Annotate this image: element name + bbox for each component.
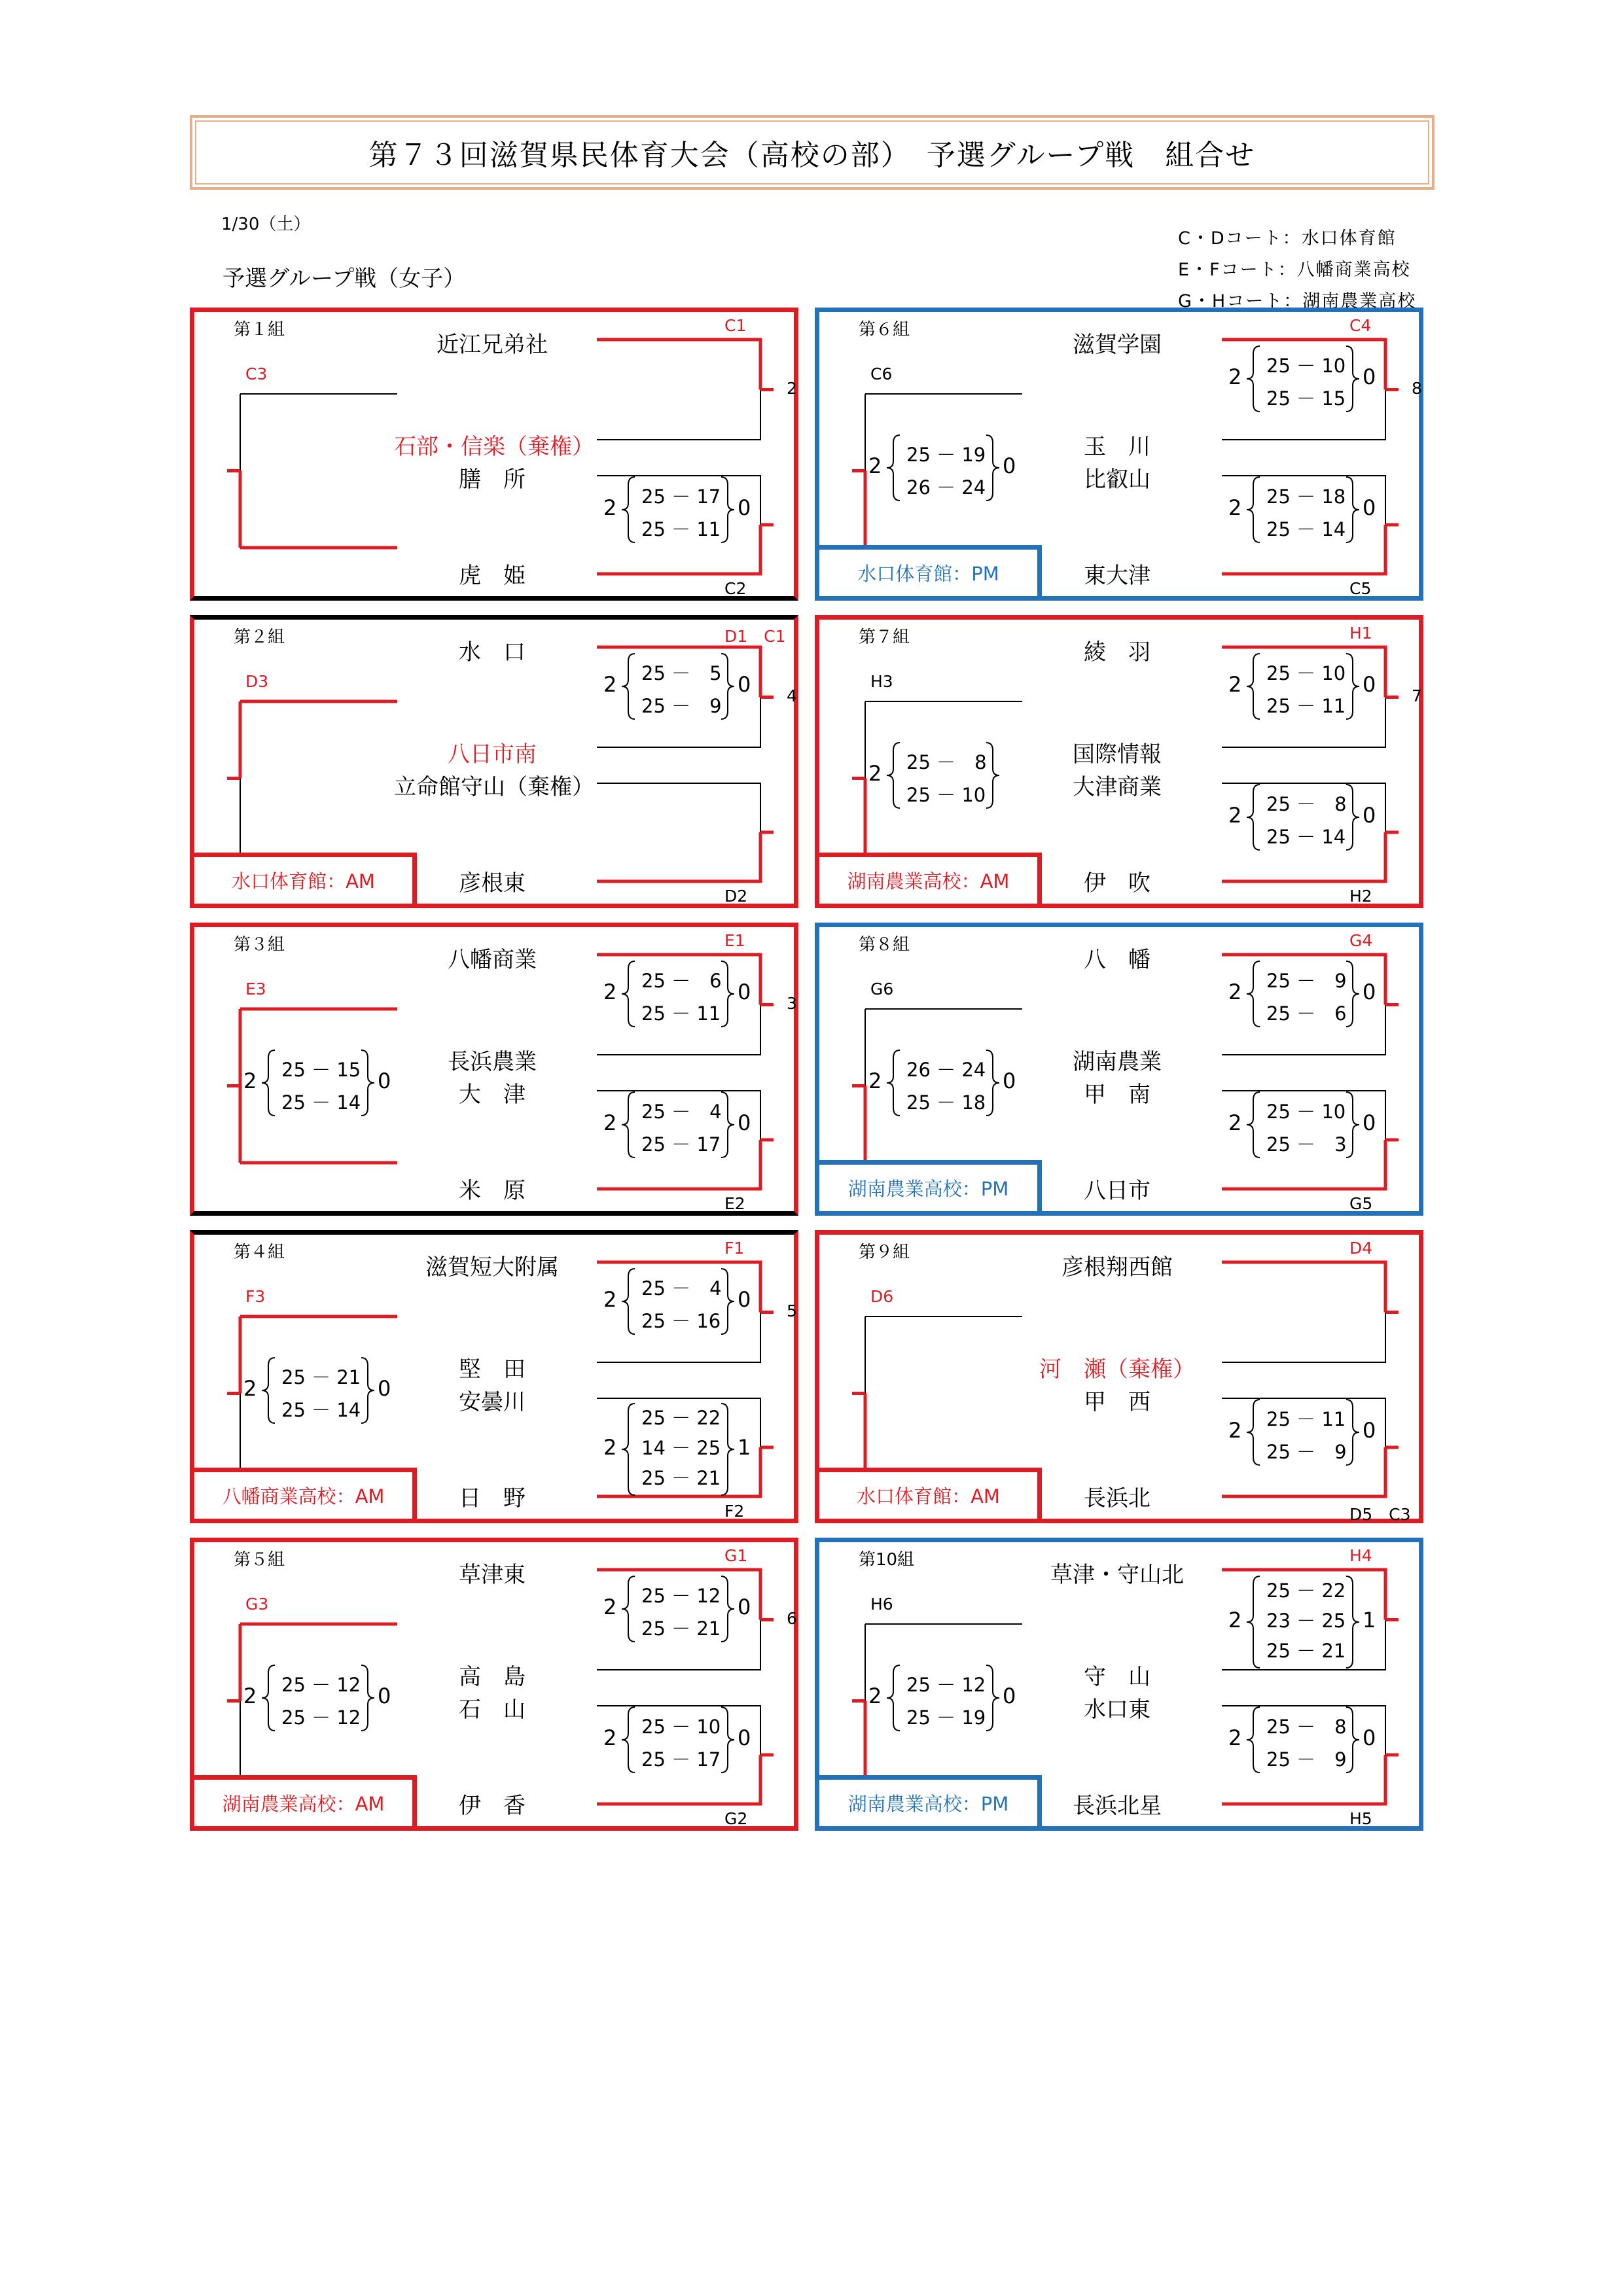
- rank-number: 6: [787, 1609, 797, 1628]
- right_bottom-away-score: 0: [1363, 1418, 1376, 1443]
- left_match-set-2: 25 － 14: [281, 1399, 361, 1421]
- team-name: 石 山: [459, 1697, 526, 1723]
- right_top-away-score: 0: [1363, 672, 1376, 697]
- team-name: 水 口: [459, 639, 526, 665]
- code-bottom: G2: [724, 1809, 748, 1828]
- brace-right: [986, 1050, 999, 1116]
- brace-left: [622, 477, 635, 542]
- left_match-set-1: 25 － 8: [906, 751, 987, 773]
- left_match-home-score: 2: [868, 1684, 882, 1708]
- brace-left: [1247, 961, 1260, 1027]
- code-bottom: D2: [724, 887, 748, 906]
- court-info-cd: C・Dコート：水口体育館: [1178, 228, 1397, 249]
- team-name: 草津東: [459, 1562, 526, 1588]
- brace-left: [1247, 1707, 1260, 1773]
- brace-left: [1247, 346, 1260, 412]
- right_bottom-away-score: 0: [1363, 495, 1376, 520]
- right_bottom-home-score: 2: [603, 1110, 617, 1135]
- brace-left: [622, 961, 635, 1027]
- right_bottom-away-score: 0: [1363, 1110, 1376, 1135]
- right_bottom-set-3: 25 － 21: [641, 1467, 721, 1489]
- left_match-away-score: 0: [378, 1684, 391, 1708]
- right_top-set-1: 25 － 12: [641, 1585, 721, 1607]
- group-name: 第１組: [234, 320, 285, 340]
- left_match-home-score: 2: [243, 1376, 257, 1401]
- code-left: H6: [870, 1595, 893, 1614]
- team-name: 日 野: [459, 1485, 526, 1511]
- brace-right: [1346, 477, 1359, 542]
- brace-right: [1346, 1576, 1359, 1668]
- left_match-set-2: 25 － 14: [281, 1091, 361, 1114]
- brace-right: [721, 961, 734, 1027]
- venue-label: 水口体育館：AM: [194, 853, 417, 904]
- venue-label: 水口体育館：PM: [819, 545, 1042, 596]
- right_top-set-2: 25 － 11: [1266, 695, 1346, 717]
- code-left: D3: [245, 672, 269, 691]
- group-box: [190, 1230, 798, 1523]
- group-box: [190, 923, 798, 1216]
- code-top: E1: [724, 931, 745, 950]
- right_bottom-away-score: 1: [738, 1435, 751, 1460]
- left_match-set-2: 25 － 19: [906, 1706, 986, 1729]
- team-name: 石部・信楽（棄権）: [394, 434, 594, 460]
- right_bottom-away-score: 0: [738, 1110, 751, 1135]
- group-box: [815, 1230, 1423, 1523]
- right_top-set-2: 25 － 15: [1266, 387, 1346, 410]
- brace-right: [1346, 1707, 1359, 1773]
- right_top-home-score: 2: [603, 980, 617, 1004]
- brace-right: [1346, 346, 1359, 412]
- group-name: 第５組: [234, 1550, 285, 1570]
- right_top-home-score: 2: [1228, 980, 1242, 1004]
- right_top-home-score: 2: [603, 672, 617, 697]
- right_bottom-set-1: 25 － 8: [1266, 793, 1347, 815]
- code-bottom: H2: [1349, 887, 1372, 906]
- group-name: 第６組: [859, 320, 910, 340]
- brace-right: [986, 1665, 999, 1731]
- left_match-set-1: 25 － 19: [906, 444, 986, 466]
- brace-left: [622, 654, 635, 719]
- brace-left: [262, 1665, 275, 1731]
- code-top: D4: [1349, 1239, 1373, 1258]
- code-left: C3: [245, 364, 268, 383]
- venue-label: 湖南農業高校：PM: [819, 1775, 1042, 1826]
- left_match-away-score: 0: [378, 1376, 391, 1401]
- right_top-set-2: 25 － 6: [1266, 1002, 1347, 1025]
- code-top: H1: [1349, 624, 1372, 643]
- right_top-away-score: 0: [1363, 364, 1376, 389]
- right-top-bracket-win: [597, 340, 760, 390]
- brace-left: [1247, 1400, 1260, 1465]
- right-bottom-bracket-base: [597, 783, 760, 881]
- team-name: 八幡商業: [448, 947, 537, 973]
- brace-left: [622, 1269, 635, 1334]
- team-name: 河 瀬（棄権）: [1039, 1356, 1195, 1383]
- brace-right: [1346, 961, 1359, 1027]
- right_bottom-away-score: 0: [738, 1725, 751, 1750]
- team-name: 伊 吹: [1084, 870, 1150, 896]
- team-name: 大津商業: [1073, 774, 1162, 800]
- team-name: 長浜農業: [448, 1049, 537, 1075]
- court-info-ef: E・Fコート：八幡商業高校: [1178, 260, 1411, 280]
- brace-right: [721, 654, 734, 719]
- left_match-away-score: 0: [1003, 1684, 1016, 1708]
- right-top-bracket-base: [597, 340, 760, 440]
- team-name: 比叡山: [1084, 467, 1150, 493]
- right_top-set-1: 25 － 10: [1266, 662, 1346, 684]
- right_top-away-score: 0: [738, 1287, 751, 1312]
- right_top-set-2: 25 － 11: [641, 1002, 721, 1025]
- brace-left: [622, 1707, 635, 1773]
- team-name: 長浜北: [1084, 1485, 1150, 1511]
- left_match-set-1: 25 － 15: [281, 1059, 361, 1081]
- left_match-home-score: 2: [243, 1684, 257, 1708]
- right_bottom-home-score: 2: [603, 495, 617, 520]
- right_bottom-set-2: 25 － 17: [641, 1133, 721, 1156]
- team-name: 水口東: [1084, 1697, 1150, 1723]
- brace-right: [986, 743, 999, 808]
- brace-right: [361, 1050, 374, 1116]
- left_match-set-2: 25 － 10: [906, 784, 986, 806]
- brace-right: [721, 1707, 734, 1773]
- left_match-set-1: 25 － 12: [281, 1674, 361, 1696]
- brace-right: [721, 1092, 734, 1157]
- court-info-gh: G・Hコート：湖南農業高校: [1178, 291, 1417, 311]
- rank-number: 8: [1412, 379, 1422, 398]
- right_bottom-home-score: 2: [1228, 1418, 1242, 1443]
- code-top: D1 C1: [724, 627, 786, 646]
- right_bottom-set-2: 25 － 9: [1266, 1441, 1347, 1463]
- rank-number: 7: [1412, 686, 1422, 705]
- left_match-set-1: 25 － 12: [906, 1674, 986, 1696]
- right-top-bracket-base: [1222, 1262, 1385, 1362]
- venue-label: 湖南農業高校：AM: [819, 853, 1042, 904]
- right_top-set-3: 25 － 21: [1266, 1640, 1346, 1662]
- right_top-set-1: 25 － 9: [1266, 970, 1347, 992]
- group-name: 第４組: [234, 1243, 285, 1262]
- group-name: 第10組: [859, 1550, 915, 1570]
- right_bottom-home-score: 2: [1228, 495, 1242, 520]
- right_bottom-home-score: 2: [1228, 1110, 1242, 1135]
- right_bottom-home-score: 2: [1228, 803, 1242, 828]
- group-box: [190, 1538, 798, 1831]
- brace-left: [262, 1358, 275, 1423]
- left_match-home-score: 2: [868, 761, 882, 786]
- code-bottom: E2: [724, 1194, 745, 1213]
- group-box: [815, 308, 1423, 601]
- team-name: 彦根東: [459, 870, 526, 896]
- brace-right: [1346, 1092, 1359, 1157]
- right_top-set-1: 25 － 10: [1266, 355, 1346, 377]
- right_top-home-score: 2: [603, 1287, 617, 1312]
- brace-left: [1247, 1092, 1260, 1157]
- brace-left: [622, 1404, 635, 1495]
- right_bottom-set-2: 14 － 25: [641, 1437, 721, 1459]
- right_bottom-set-2: 25 － 17: [641, 1748, 721, 1771]
- code-top: F1: [724, 1239, 745, 1258]
- right_top-home-score: 2: [1228, 364, 1242, 389]
- rank-number: 4: [787, 686, 797, 705]
- brace-left: [887, 743, 900, 808]
- code-bottom: C5: [1349, 579, 1372, 598]
- right_top-set-1: 25 － 6: [641, 970, 722, 992]
- brace-left: [262, 1050, 275, 1116]
- right_top-set-2: 25 － 21: [641, 1617, 721, 1640]
- right_top-set-2: 25 － 9: [641, 695, 722, 717]
- team-name: 高 島: [459, 1664, 526, 1690]
- right_bottom-away-score: 0: [1363, 803, 1376, 828]
- brace-left: [887, 1665, 900, 1731]
- left_match-set-2: 25 － 18: [906, 1091, 986, 1114]
- right_top-away-score: 0: [738, 1595, 751, 1619]
- code-bottom: F2: [724, 1502, 745, 1521]
- right_top-home-score: 2: [603, 1595, 617, 1619]
- brace-right: [721, 1404, 734, 1495]
- team-name: 長浜北星: [1073, 1793, 1162, 1819]
- left_match-home-score: 2: [243, 1069, 257, 1093]
- right_top-set-1: 25 － 5: [641, 662, 722, 684]
- team-name: 甲 南: [1084, 1082, 1150, 1108]
- right_top-away-score: 0: [1363, 980, 1376, 1004]
- right_bottom-away-score: 0: [1363, 1725, 1376, 1750]
- right_top-home-score: 2: [1228, 672, 1242, 697]
- venue-label: 水口体育館：AM: [819, 1468, 1042, 1519]
- brace-right: [986, 435, 999, 501]
- right_top-set-1: 25 － 22: [1266, 1580, 1346, 1602]
- right_bottom-set-1: 25 － 11: [1266, 1408, 1346, 1430]
- brace-left: [1247, 1576, 1260, 1668]
- right_bottom-set-1: 25 － 4: [641, 1101, 722, 1123]
- brace-right: [721, 477, 734, 542]
- group-box: [815, 615, 1423, 908]
- right_bottom-set-1: 25 － 10: [641, 1716, 721, 1738]
- code-left: H3: [870, 672, 893, 691]
- group-name: 第８組: [859, 935, 910, 955]
- venue-label: 湖南農業高校：AM: [194, 1775, 417, 1826]
- brace-right: [1346, 785, 1359, 850]
- code-top: G1: [724, 1546, 748, 1565]
- brace-left: [622, 1092, 635, 1157]
- team-name: 草津・守山北: [1050, 1562, 1184, 1588]
- team-name: 膳 所: [459, 467, 526, 493]
- date-label: 1/30（土）: [221, 215, 311, 234]
- brace-left: [887, 435, 900, 501]
- group-box: [815, 1538, 1423, 1831]
- right_bottom-set-2: 25 － 14: [1266, 518, 1346, 540]
- team-name: 八日市: [1084, 1178, 1150, 1204]
- code-left: G6: [870, 980, 894, 998]
- team-name: 虎 姫: [459, 563, 526, 589]
- code-bottom: C2: [724, 579, 747, 598]
- brace-right: [1346, 1400, 1359, 1465]
- left_match-set-1: 26 － 24: [906, 1059, 986, 1081]
- team-name: 守 山: [1084, 1664, 1150, 1690]
- team-name: 湖南農業: [1073, 1049, 1162, 1075]
- brace-left: [622, 1576, 635, 1642]
- right-top-bracket-win: [1222, 1262, 1385, 1313]
- team-name: 八日市南: [448, 741, 537, 768]
- team-name: 大 津: [459, 1082, 526, 1108]
- team-name: 東大津: [1084, 563, 1150, 589]
- brace-right: [361, 1358, 374, 1423]
- group-name: 第９組: [859, 1243, 910, 1262]
- code-top: H4: [1349, 1546, 1372, 1565]
- code-left: D6: [870, 1287, 894, 1306]
- right_bottom-set-1: 25 － 17: [641, 486, 721, 508]
- right_top-away-score: 0: [738, 980, 751, 1004]
- right_bottom-set-1: 25 － 18: [1266, 486, 1346, 508]
- team-name: 綾 羽: [1084, 639, 1150, 665]
- code-left: F3: [245, 1287, 266, 1306]
- group-name: 第７組: [859, 627, 910, 647]
- right_bottom-set-1: 25 － 8: [1266, 1716, 1347, 1738]
- left_match-home-score: 2: [868, 453, 882, 478]
- left_match-away-score: 0: [1003, 1069, 1016, 1093]
- team-name: 滋賀学園: [1073, 332, 1162, 358]
- right_bottom-home-score: 2: [1228, 1725, 1242, 1750]
- team-name: 立命館守山（棄権）: [394, 774, 594, 800]
- left_match-set-1: 25 － 21: [281, 1366, 361, 1388]
- code-bottom: D5 C3: [1349, 1505, 1411, 1524]
- code-top: C4: [1349, 316, 1372, 335]
- brace-right: [721, 1576, 734, 1642]
- right_bottom-set-1: 25 － 10: [1266, 1101, 1346, 1123]
- brace-right: [361, 1665, 374, 1731]
- rank-number: 5: [787, 1301, 797, 1320]
- group-box: [190, 615, 798, 908]
- venue-label: 八幡商業高校：AM: [194, 1468, 417, 1519]
- team-name: 玉 川: [1084, 434, 1150, 460]
- group-box: [190, 308, 798, 601]
- group-name: 第２組: [234, 627, 285, 647]
- brace-left: [1247, 785, 1260, 850]
- team-name: 近江兄弟社: [437, 332, 548, 358]
- rank-number: 2: [787, 379, 797, 398]
- team-name: 八 幡: [1084, 947, 1150, 973]
- right_top-set-1: 25 － 4: [641, 1277, 722, 1299]
- left_match-home-score: 2: [868, 1069, 882, 1093]
- left_match-set-2: 26 － 24: [906, 476, 986, 499]
- team-name: 米 原: [459, 1178, 526, 1204]
- team-name: 伊 香: [459, 1793, 526, 1819]
- code-left: E3: [245, 980, 266, 998]
- brace-left: [1247, 654, 1260, 719]
- right_bottom-set-2: 25 － 9: [1266, 1748, 1347, 1771]
- left_match-away-score: 0: [1003, 453, 1016, 478]
- left_match-away-score: 0: [378, 1069, 391, 1093]
- venue-label: 湖南農業高校：PM: [819, 1160, 1042, 1211]
- code-left: C6: [870, 364, 893, 383]
- right_top-away-score: 0: [738, 672, 751, 697]
- right_bottom-set-2: 25 － 11: [641, 518, 721, 540]
- code-left: G3: [245, 1595, 269, 1614]
- brace-right: [1346, 654, 1359, 719]
- rank-number: 3: [787, 994, 797, 1013]
- group-name: 第３組: [234, 935, 285, 955]
- page-title: 第７３回滋賀県民体育大会（高校の部） 予選グループ戦 組合せ: [368, 139, 1256, 172]
- right_bottom-set-1: 25 － 22: [641, 1407, 721, 1429]
- right_bottom-home-score: 2: [603, 1725, 617, 1750]
- brace-left: [1247, 477, 1260, 542]
- left_match-set-2: 25 － 12: [281, 1706, 361, 1729]
- team-name: 彦根翔西館: [1061, 1254, 1173, 1280]
- section-label: 予選グループ戦（女子）: [223, 266, 466, 292]
- team-name: 安曇川: [459, 1389, 526, 1415]
- right-bottom-bracket-win: [597, 832, 760, 881]
- brace-right: [721, 1269, 734, 1334]
- group-box: [815, 923, 1423, 1216]
- code-top: G4: [1349, 931, 1373, 950]
- code-bottom: G5: [1349, 1194, 1373, 1213]
- right_bottom-home-score: 2: [603, 1435, 617, 1460]
- team-name: 甲 西: [1084, 1389, 1150, 1415]
- team-name: 滋賀短大附属: [425, 1254, 559, 1280]
- right_top-set-2: 25 － 16: [641, 1310, 721, 1332]
- right_top-away-score: 1: [1363, 1608, 1376, 1633]
- brace-left: [887, 1050, 900, 1116]
- team-name: 堅 田: [459, 1356, 526, 1383]
- right_bottom-away-score: 0: [738, 495, 751, 520]
- right_bottom-set-2: 25 － 3: [1266, 1133, 1347, 1156]
- team-name: 国際情報: [1073, 741, 1162, 768]
- right_top-home-score: 2: [1228, 1608, 1242, 1633]
- code-top: C1: [724, 316, 747, 335]
- code-bottom: H5: [1349, 1809, 1372, 1828]
- right_bottom-set-2: 25 － 14: [1266, 826, 1346, 848]
- title-box: [190, 115, 1435, 190]
- right_top-set-2: 23 － 25: [1266, 1610, 1346, 1632]
